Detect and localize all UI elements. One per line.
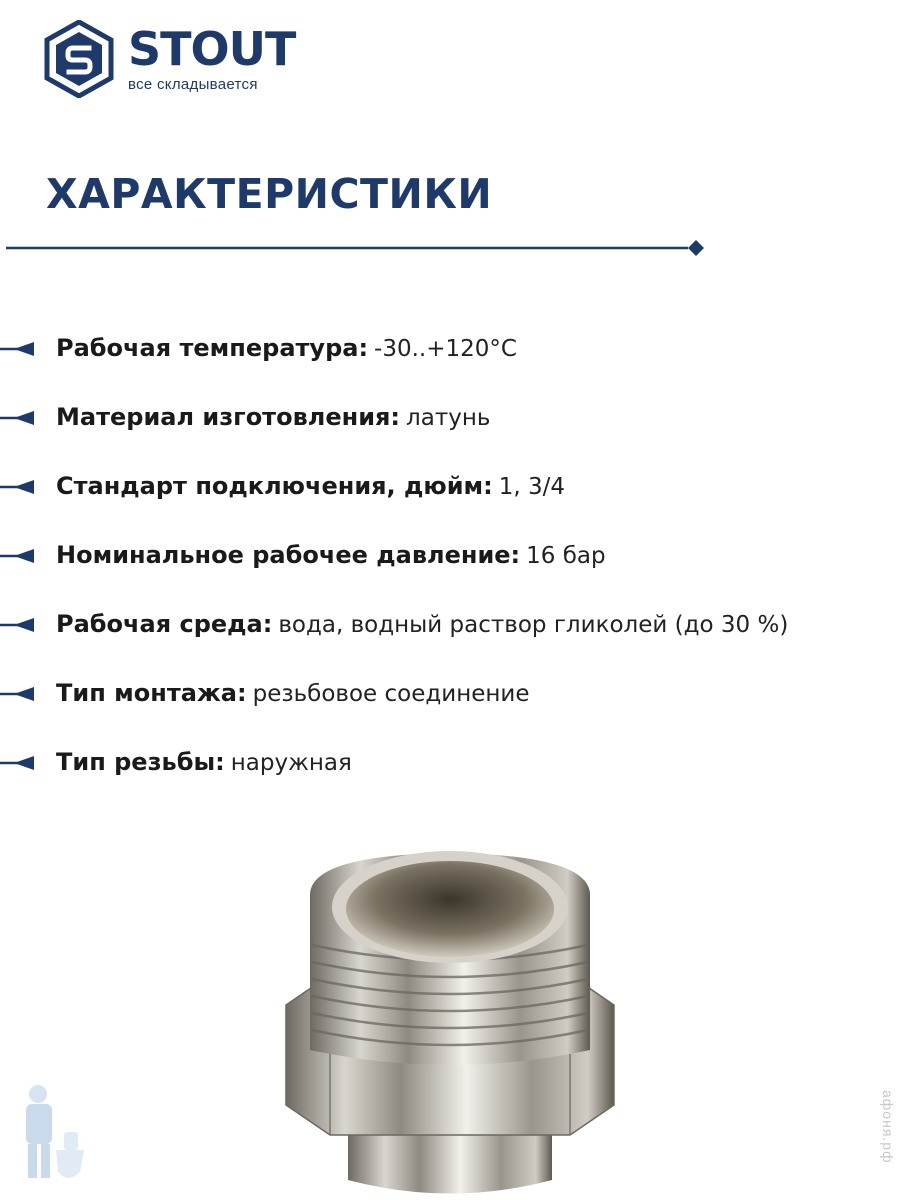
spec-label: Рабочая температура: bbox=[56, 334, 369, 362]
watermark: афоня.рф bbox=[880, 1090, 896, 1164]
spec-item bbox=[0, 531, 900, 600]
spec-label: Тип монтажа: bbox=[56, 679, 247, 707]
arrow-bullet-icon bbox=[0, 755, 36, 771]
spec-label: Стандарт подключения, дюйм: bbox=[56, 472, 493, 500]
spec-label: Тип резьбы: bbox=[56, 748, 225, 776]
spec-item bbox=[0, 600, 900, 669]
arrow-bullet-icon bbox=[0, 479, 36, 495]
spec-label: Рабочая среда: bbox=[56, 610, 273, 638]
spec-value: резьбовое соединение bbox=[252, 681, 530, 707]
spec-item bbox=[0, 462, 900, 531]
brand-slogan: все складывается bbox=[128, 75, 258, 93]
stout-logo-icon bbox=[44, 20, 114, 98]
spec-value: -30..+120°C bbox=[374, 336, 517, 362]
spec-value: наружная bbox=[230, 750, 352, 776]
spec-list bbox=[0, 324, 900, 807]
arrow-bullet-icon bbox=[0, 686, 36, 702]
spec-label: Номинальное рабочее давление: bbox=[56, 541, 521, 569]
arrow-bullet-icon bbox=[0, 341, 36, 357]
heading-divider bbox=[6, 238, 706, 258]
mascot-plumber-icon bbox=[8, 1080, 88, 1190]
spec-item bbox=[0, 669, 900, 738]
arrow-bullet-icon bbox=[0, 410, 36, 426]
product-image bbox=[270, 835, 630, 1200]
spec-value: вода, водный раствор гликолей (до 30 %) bbox=[278, 612, 789, 638]
spec-value: 16 бар bbox=[526, 543, 606, 569]
spec-value: латунь bbox=[406, 405, 491, 431]
spec-value: 1, 3/4 bbox=[498, 474, 566, 500]
brand-name: STOUT bbox=[128, 21, 296, 76]
brand-logo bbox=[44, 20, 295, 98]
page-title: ХАРАКТЕРИСТИКИ bbox=[46, 170, 493, 218]
spec-item bbox=[0, 393, 900, 462]
arrow-bullet-icon bbox=[0, 548, 36, 564]
arrow-bullet-icon bbox=[0, 617, 36, 633]
spec-item bbox=[0, 738, 900, 807]
spec-item bbox=[0, 324, 900, 393]
spec-label: Материал изготовления: bbox=[56, 403, 401, 431]
